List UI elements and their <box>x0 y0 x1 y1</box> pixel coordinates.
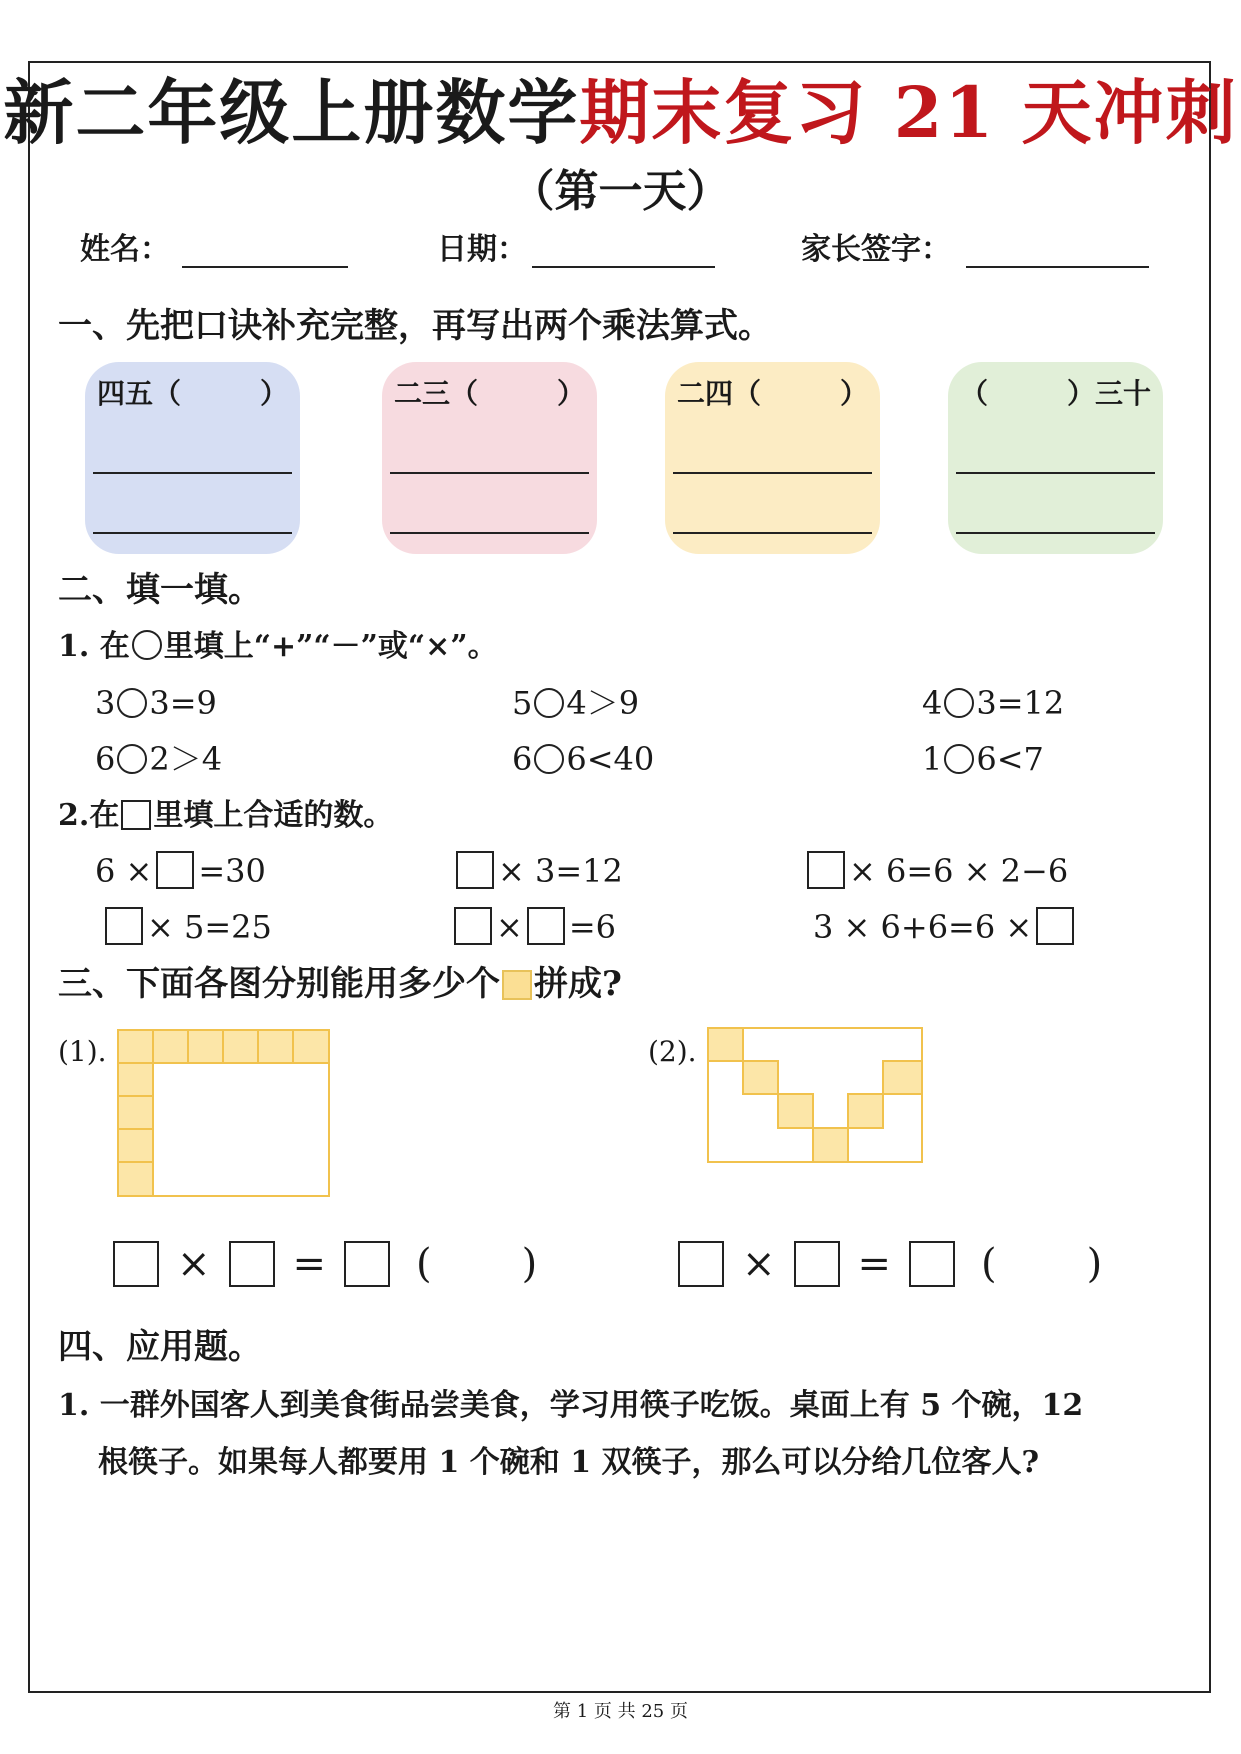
number-blank[interactable] <box>105 907 143 945</box>
number-blank[interactable] <box>454 907 492 945</box>
date-field[interactable] <box>532 266 715 268</box>
figure2 <box>706 1026 928 1166</box>
number-blank[interactable] <box>156 851 194 889</box>
operator-blank[interactable] <box>117 744 147 774</box>
q1-prompt: 1. 在 里填上“+”“－”或“×”。 <box>58 629 498 664</box>
page-title-highlight: 期末复习 21 天冲刺 <box>579 71 1238 154</box>
number-blank[interactable] <box>807 851 845 889</box>
operator-blank[interactable] <box>534 688 564 718</box>
number-blank[interactable] <box>909 1241 955 1287</box>
number-blank[interactable] <box>527 907 565 945</box>
operator-blank[interactable] <box>944 688 974 718</box>
section2-heading: 二、填一填。 <box>58 570 262 610</box>
q2-item-4: × 5=25 <box>101 905 272 949</box>
q1-item-5: 6 6<40 <box>512 740 655 778</box>
parent-signature-field[interactable] <box>966 266 1149 268</box>
name-label: 姓名： <box>80 232 170 267</box>
number-blank[interactable] <box>229 1241 275 1287</box>
q1-item-3: 4 3=12 <box>922 684 1065 722</box>
page-subtitle: （第一天） <box>510 166 731 217</box>
section3-heading: 三、下面各图分别能用多少个 拼成? <box>58 964 622 1004</box>
answer-line[interactable] <box>93 472 292 474</box>
q2-item-2: × 3=12 <box>452 849 623 893</box>
number-blank[interactable] <box>344 1241 390 1287</box>
q2-item-3: × 6=6 × 2−6 <box>803 849 1068 893</box>
q1-item-2: 5 4＞9 <box>512 684 640 722</box>
answer-line[interactable] <box>956 472 1155 474</box>
operator-blank[interactable] <box>944 744 974 774</box>
circle-icon <box>132 630 162 660</box>
tile-icon <box>502 970 532 1000</box>
section4-heading: 四、应用题。 <box>58 1327 262 1367</box>
figure1-label: (1). <box>58 1035 107 1068</box>
q1-item-6: 1 6<7 <box>922 740 1044 778</box>
number-blank[interactable] <box>794 1241 840 1287</box>
figure1-tiles <box>118 1030 329 1196</box>
number-blank[interactable] <box>1036 907 1074 945</box>
answer-line[interactable] <box>956 532 1155 534</box>
page-footer: 第 1 页 共 25 页 <box>553 1701 688 1722</box>
page-title: 新二年级上册数学期末复习 21 天冲刺 <box>3 71 1238 154</box>
answer-line[interactable] <box>673 532 872 534</box>
square-icon <box>121 800 151 830</box>
q1-item-4: 6 2＞4 <box>95 740 223 778</box>
number-blank[interactable] <box>678 1241 724 1287</box>
rhyme-card-3: 二四（ ） <box>665 362 880 554</box>
rhyme-card-4: （ ）三十 <box>948 362 1163 554</box>
answer-line[interactable] <box>390 472 589 474</box>
date-label: 日期： <box>437 232 527 267</box>
name-field[interactable] <box>182 266 348 268</box>
answer-area[interactable] <box>58 1495 1158 1675</box>
q2-item-6: 3 × 6+6=6 × <box>813 905 1078 949</box>
number-blank[interactable] <box>113 1241 159 1287</box>
answer-line[interactable] <box>93 532 292 534</box>
word-problem-line-1: 1. 一群外国客人到美食街品尝美食，学习用筷子吃饭。桌面上有 5 个碗，12 <box>58 1388 1084 1423</box>
q1-item-1: 3 3=9 <box>95 684 217 722</box>
section1-heading: 一、先把口诀补充完整，再写出两个乘法算式。 <box>58 306 772 346</box>
figure2-label: (2). <box>648 1035 697 1068</box>
answer-line[interactable] <box>673 472 872 474</box>
number-blank[interactable] <box>456 851 494 889</box>
q2-item-5: × =6 <box>450 905 616 949</box>
operator-blank[interactable] <box>534 744 564 774</box>
rhyme-card-1: 四五（ ） <box>85 362 300 554</box>
parent-signature-label: 家长签字： <box>801 232 951 267</box>
q2-prompt: 2.在 里填上合适的数。 <box>58 798 394 833</box>
word-problem-line-2: 根筷子。如果每人都要用 1 个碗和 1 双筷子，那么可以分给几位客人? <box>98 1445 1040 1480</box>
figure1-equation: × = ( ) <box>113 1236 537 1292</box>
figure1 <box>116 1028 336 1208</box>
rhyme-card-2: 二三（ ） <box>382 362 597 554</box>
figure2-tiles <box>708 1028 922 1162</box>
answer-line[interactable] <box>390 532 589 534</box>
operator-blank[interactable] <box>117 688 147 718</box>
figure2-equation: × = ( ) <box>678 1236 1102 1292</box>
q2-item-1: 6 × =30 <box>95 852 266 890</box>
